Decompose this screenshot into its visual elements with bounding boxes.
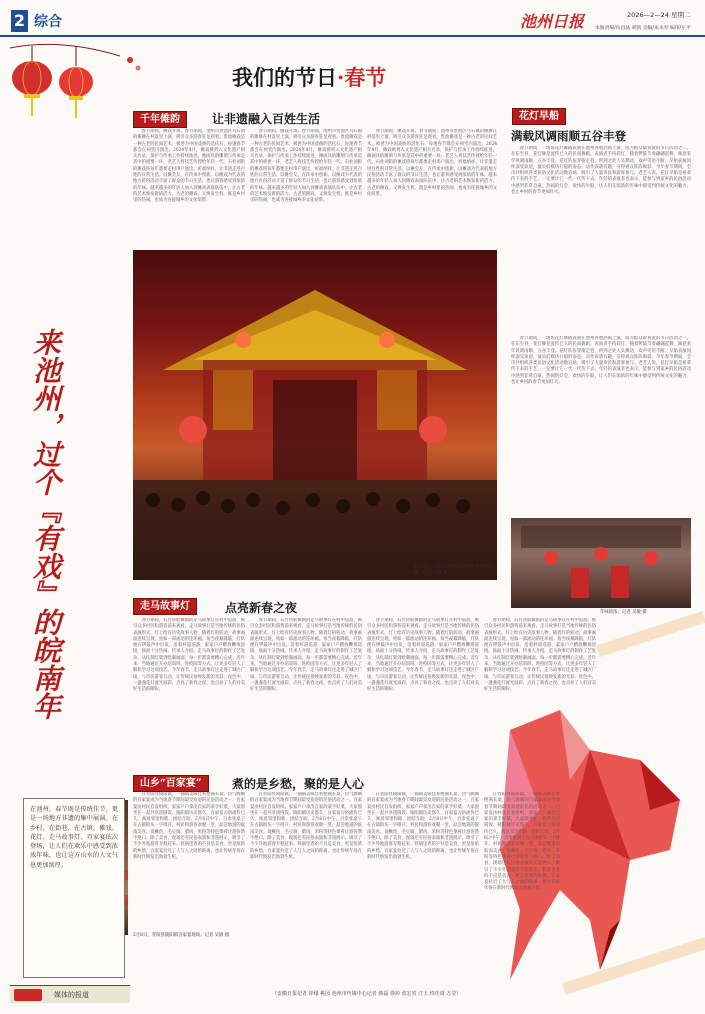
media-logo — [10, 985, 130, 1003]
credits: 本版责编/伍昌晶 胡凯 美编/朱永琴 编审/左平 — [595, 26, 691, 31]
caption-right: 年味浓浓。记者 吴敏 摄 — [600, 610, 647, 615]
story-title-nuo: 让非遗融入百姓生活 — [212, 112, 321, 126]
vertical-headline: 来池州，过个『有戏』的皖南年 — [29, 328, 62, 720]
story-body-banquet-col3: 在青阳县陵阳镇，一锅锅美味佳肴摆满长桌，热气腾腾的百家宴成为当地春节期间最受欢迎的民俗活动之一。百家宴由村民自发组织，家家户户拿出自家的拿手好菜，大家围坐在一起共享团圆饭。陵阳镇历史悠久，百家宴习俗流传已久，寓意邻里和睦、团结互助。2月8日中午，百余张桌子在古镇街头一字排开，村民和游客欢聚一堂，品尝地道的皖南美食。臭鳜鱼、毛豆腐、腊肉、米粉等特色菜肴让游客赞不绝口。除了美食，现场还有民俗表演和非遗展示，吸引了不少外地游客专程赶来。铁锅里煮的不仅是美食，更是浓浓的乡愁，百家宴拉近了人与人之间的距离，也让传统年俗在新时代焕发出勃勃生机。 — [367, 792, 479, 860]
sidebar-box — [23, 798, 125, 978]
story-tag-nuo: 千年傩韵 — [133, 111, 187, 128]
main-photo — [133, 250, 497, 580]
right-photo — [511, 518, 691, 608]
date: 2026—2—24 星期二 — [627, 11, 691, 19]
story-body-lantern-2: 春节期间，一场场花灯舞蹈表演在池州各地热闹上演，成为群众最喜爱的节日活动之一。在东至县，花灯舞是流传已久的民间舞蹈，表演者手持彩灯，随着锣鼓节奏翩翩起舞，寓意来年风调雨顺、五谷丰登。花灯队伍穿街走巷，所到之处人头攒动，欢声笑语不断。早船表演同样深受欢迎，演员们模仿行船的姿态，动作诙谐有趣，引得观众阵阵喝彩。今年春节期间，全市共组织各类民俗文化活动数百场，吸引了大量市民和游客参与。老艺人说，花灯早船是祖辈传下来的手艺，一定要让它一代一代传下去。年轻的表演者也表示，能参与到家乡的民俗活动中感到非常自豪。热闹的灯会、欢快的早船，让人们在浓浓的年味中感受到传统文化的魅力，也让乡村的春节更加红火。 — [511, 336, 691, 386]
story-body-banquet-col4: 在青阳县陵阳镇，一锅锅美味佳肴摆满长桌，热气腾腾的百家宴成为当地春节期间最受欢迎的民俗活动之一。百家宴由村民自发组织，家家户户拿出自家的拿手好菜，大家围坐在一起共享团圆饭。陵阳镇历史悠久，百家宴习俗流传已久，寓意邻里和睦、团结互助。2月8日中午，百余张桌子在古镇街头一字排开，村民和游客欢聚一堂，品尝地道的皖南美食。臭鳜鱼、毛豆腐、腊肉、米粉等特色菜肴让游客赞不绝口。除了美食，现场还有民俗表演和非遗展示，吸引了不少外地游客专程赶来。铁锅里煮的不仅是美食，更是浓浓的乡愁，百家宴拉近了人与人之间的距离，也让传统年俗在新时代焕发出勃勃生机。 — [484, 792, 560, 892]
caption-main: 2月18日，游客在池州市贵池区傩仙镇游玩。记者 吴敏 摄 — [414, 565, 493, 576]
gate-illustration — [133, 250, 497, 580]
page-title: 我们的节日·春节 — [232, 65, 387, 90]
sidebar-text: 在池州，春节既是传统佳节，更是一场地方非遗的集中展演。在乡村，在街巷，在古镇，傩戏、花灯、走马故事灯、百家宴依次登场，让人们在欢乐中感受到浓浓年味，也让这方山水的人文气息更加浓厚。 — [30, 806, 118, 869]
story-body-banquet-col1: 在青阳县陵阳镇，一锅锅美味佳肴摆满长桌，热气腾腾的百家宴成为当地春节期间最受欢迎的民俗活动之一。百家宴由村民自发组织，家家户户拿出自家的拿手好菜，大家围坐在一起共享团圆饭。陵阳镇历史悠久，百家宴习俗流传已久，寓意邻里和睦、团结互助。2月8日中午，百余张桌子在古镇街头一字排开，村民和游客欢聚一堂，品尝地道的皖南美食。臭鳜鱼、毛豆腐、腊肉、米粉等特色菜肴让游客赞不绝口。除了美食，现场还有民俗表演和非遗展示，吸引了不少外地游客专程赶来。铁锅里煮的不仅是美食，更是浓浓的乡愁，百家宴拉近了人与人之间的距离，也让传统年俗在新时代焕发出勃勃生机。 — [133, 792, 245, 860]
story-body-horse-lamp-col4: 春节期间，石台县仙寓镇的走马故事灯在村中巡游，吸引众多村民和游客前来观看。走马故事灯是当地传统的民俗表演形式，灯上绘有历史故事人物，随着灯的转动，故事画面连续呈现，宛如一部流动的连环画。每当夜幕降临，灯队便在锣鼓声中出发，沿着村道巡游，家家户户燃放鞭炮迎接，场面十分热闹。传承人介绍，走马故事灯的制作工艺复杂，从扎制灯架到绘制画面，每一步都需要精心完成。近年来，当地通过开办培训班、进校园等方式，让更多年轻人了解和学习这项技艺。今年春节，走马故事灯还走进了城区广场，与市民游客互动，让传统民俗焕发新的光彩。夜色中，一盏盏花灯流光溢彩，点亮了新春之夜，也点亮了人们对美好生活的期盼。 — [484, 618, 596, 693]
media-logo-label: 媒体的报道 — [54, 991, 89, 999]
story-body-lantern-1: 春节期间，一场场花灯舞蹈表演在池州各地热闹上演，成为群众最喜爱的节日活动之一。在东至县，花灯舞是流传已久的民间舞蹈，表演者手持彩灯，随着锣鼓节奏翩翩起舞，寓意来年风调雨顺、五谷丰登。花灯队伍穿街走巷，所到之处人头攒动，欢声笑语不断。早船表演同样深受欢迎，演员们模仿行船的姿态，动作诙谐有趣，引得观众阵阵喝彩。今年春节期间，全市共组织各类民俗文化活动数百场，吸引了大量市民和游客参与。老艺人说，花灯早船是祖辈传下来的手艺，一定要让它一代一代传下去。年轻的表演者也表示，能参与到家乡的民俗活动中感到非常自豪。热闹的灯会、欢快的早船，让人们在浓浓的年味中感受到传统文化的魅力，也让乡村的春节更加红火。 — [511, 146, 691, 196]
caption-bottom: 2月8日，青阳县陵阳镇百家宴现场。记者 吴敏 摄 — [133, 933, 230, 938]
story-body-nuo-col2: 春节期间，傩戏开场。春节期间，池州市贵池区乌石镇的傩舞在村落里上演，吸引众多游客驻足观看。贵池傩戏是一种古老的民间艺术，被誉为中国戏曲的活化石，每逢春节都会在祠堂内演出。2024年4月，傩戏被列入文化遗产相关名录，保护与传承工作持续推进。傩面具的雕刻与传承是其中的重要一环，老艺人将技艺传授给年轻一代。石柱刘街的傩戏班每年都要走村串户演出，祈福纳祥，让非遗走进百姓的日常生活。以傩会友，在传承中创新。以傩戏为代表的地方民俗活动丰富了群众的节日生活，也让游客感受到浓浓的年味。越来越多的年轻人加入到傩戏表演队伍中，让古老的艺术焕发新的活力。古老的傩戏，又焕发生机，既是乡村里的热闹，也成为连接城乡的文化纽带。 — [250, 129, 362, 204]
story-body-horse-lamp-col1: 春节期间，石台县仙寓镇的走马故事灯在村中巡游，吸引众多村民和游客前来观看。走马故事灯是当地传统的民俗表演形式，灯上绘有历史故事人物，随着灯的转动，故事画面连续呈现，宛如一部流动的连环画。每当夜幕降临，灯队便在锣鼓声中出发，沿着村道巡游，家家户户燃放鞭炮迎接，场面十分热闹。传承人介绍，走马故事灯的制作工艺复杂，从扎制灯架到绘制画面，每一步都需要精心完成。近年来，当地通过开办培训班、进校园等方式，让更多年轻人了解和学习这项技艺。今年春节，走马故事灯还走进了城区广场，与市民游客互动，让传统民俗焕发新的光彩。夜色中，一盏盏花灯流光溢彩，点亮了新春之夜，也点亮了人们对美好生活的期盼。 — [133, 618, 245, 693]
paper-logo: 池州日报 — [520, 12, 585, 31]
section-name: 综合 — [34, 14, 62, 30]
footer-credits: （安徽日报记者 徐缘 桃园 池州市传媒中心记者 韩磊 徐婷 张宏省 汪玉 终佳琦 方莹） — [272, 991, 462, 997]
story-title-horse-lamp: 点亮新春之夜 — [225, 601, 298, 615]
story-tag-banquet: 山乡“百家宴” — [133, 775, 209, 792]
story-tag-horse-lamp: 走马故事灯 — [133, 598, 197, 615]
story-body-nuo-col3: 春节期间，傩戏开场。春节期间，池州市贵池区乌石镇的傩舞在村落里上演，吸引众多游客驻足观看。贵池傩戏是一种古老的民间艺术，被誉为中国戏曲的活化石，每逢春节都会在祠堂内演出。2024年4月，傩戏被列入文化遗产相关名录，保护与传承工作持续推进。傩面具的雕刻与传承是其中的重要一环，老艺人将技艺传授给年轻一代。石柱刘街的傩戏班每年都要走村串户演出，祈福纳祥，让非遗走进百姓的日常生活。以傩会友，在传承中创新。以傩戏为代表的地方民俗活动丰富了群众的节日生活，也让游客感受到浓浓的年味。越来越多的年轻人加入到傩戏表演队伍中，让古老的艺术焕发新的活力。古老的傩戏，又焕发生机，既是乡村里的热闹，也成为连接城乡的文化纽带。 — [367, 129, 497, 197]
masthead — [0, 0, 705, 38]
header-rule — [0, 35, 705, 37]
media-logo-mark — [14, 989, 42, 1001]
story-body-nuo-col1: 春节期间，傩戏开场。春节期间，池州市贵池区乌石镇的傩舞在村落里上演，吸引众多游客驻足观看。贵池傩戏是一种古老的民间艺术，被誉为中国戏曲的活化石，每逢春节都会在祠堂内演出。2024年4月，傩戏被列入文化遗产相关名录，保护与传承工作持续推进。傩面具的雕刻与传承是其中的重要一环，老艺人将技艺传授给年轻一代。石柱刘街的傩戏班每年都要走村串户演出，祈福纳祥，让非遗走进百姓的日常生活。以傩会友，在传承中创新。以傩戏为代表的地方民俗活动丰富了群众的节日生活，也让游客感受到浓浓的年味。越来越多的年轻人加入到傩戏表演队伍中，让古老的艺术焕发新的活力。古老的傩戏，又焕发生机，既是乡村里的热闹，也成为连接城乡的文化纽带。 — [133, 129, 245, 204]
page-number: 2 — [11, 10, 28, 32]
story-body-horse-lamp-col2: 春节期间，石台县仙寓镇的走马故事灯在村中巡游，吸引众多村民和游客前来观看。走马故事灯是当地传统的民俗表演形式，灯上绘有历史故事人物，随着灯的转动，故事画面连续呈现，宛如一部流动的连环画。每当夜幕降临，灯队便在锣鼓声中出发，沿着村道巡游，家家户户燃放鞭炮迎接，场面十分热闹。传承人介绍，走马故事灯的制作工艺复杂，从扎制灯架到绘制画面，每一步都需要精心完成。近年来，当地通过开办培训班、进校园等方式，让更多年轻人了解和学习这项技艺。今年春节，走马故事灯还走进了城区广场，与市民游客互动，让传统民俗焕发新的光彩。夜色中，一盏盏花灯流光溢彩，点亮了新春之夜，也点亮了人们对美好生活的期盼。 — [250, 618, 362, 693]
story-tag-lantern: 花灯早船 — [512, 108, 566, 125]
ribbon-decoration-top — [596, 611, 705, 657]
story-body-horse-lamp-col3: 春节期间，石台县仙寓镇的走马故事灯在村中巡游，吸引众多村民和游客前来观看。走马故事灯是当地传统的民俗表演形式，灯上绘有历史故事人物，随着灯的转动，故事画面连续呈现，宛如一部流动的连环画。每当夜幕降临，灯队便在锣鼓声中出发，沿着村道巡游，家家户户燃放鞭炮迎接，场面十分热闹。传承人介绍，走马故事灯的制作工艺复杂，从扎制灯架到绘制画面，每一步都需要精心完成。近年来，当地通过开办培训班、进校园等方式，让更多年轻人了解和学习这项技艺。今年春节，走马故事灯还走进了城区广场，与市民游客互动，让传统民俗焕发新的光彩。夜色中，一盏盏花灯流光溢彩，点亮了新春之夜，也点亮了人们对美好生活的期盼。 — [367, 618, 479, 693]
story-title-lantern: 满载风调雨顺五谷丰登 — [511, 129, 626, 143]
story-body-banquet-col2: 在青阳县陵阳镇，一锅锅美味佳肴摆满长桌，热气腾腾的百家宴成为当地春节期间最受欢迎的民俗活动之一。百家宴由村民自发组织，家家户户拿出自家的拿手好菜，大家围坐在一起共享团圆饭。陵阳镇历史悠久，百家宴习俗流传已久，寓意邻里和睦、团结互助。2月8日中午，百余张桌子在古镇街头一字排开，村民和游客欢聚一堂，品尝地道的皖南美食。臭鳜鱼、毛豆腐、腊肉、米粉等特色菜肴让游客赞不绝口。除了美食，现场还有民俗表演和非遗展示，吸引了不少外地游客专程赶来。铁锅里煮的不仅是美食，更是浓浓的乡愁，百家宴拉近了人与人之间的距离，也让传统年俗在新时代焕发出勃勃生机。 — [250, 792, 362, 860]
story-title-banquet: 煮的是乡愁，聚的是人心 — [232, 777, 365, 791]
